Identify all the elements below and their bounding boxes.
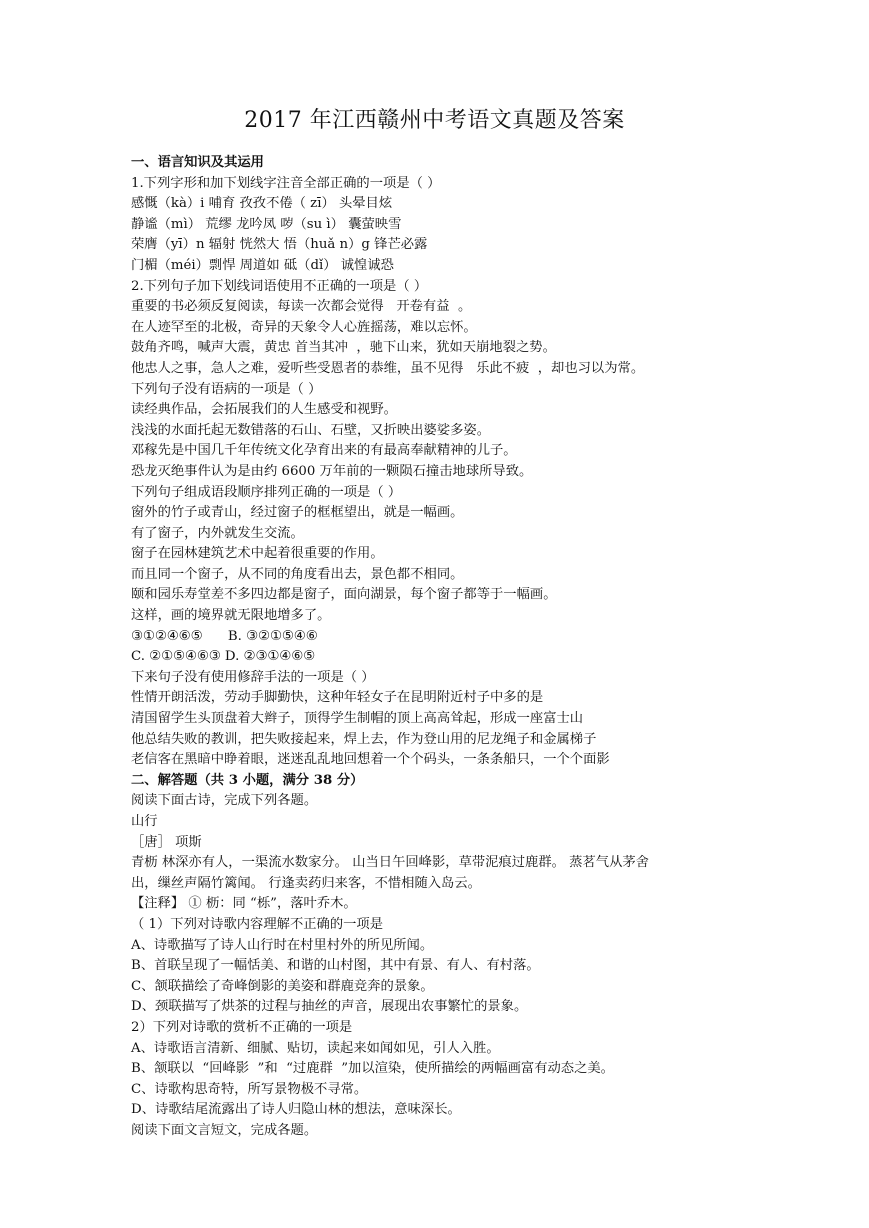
text-line: 下来句子没有使用修辞手法的一项是（ ） (131, 669, 375, 685)
text-line: 下列句子没有语病的一项是（ ） (131, 381, 322, 397)
text-line: 浅浅的水面托起无数错落的石山、石壁，又折映出婆娑多姿。 (131, 422, 491, 438)
text-line: 1.下列字形和加下划线字注音全部正确的一项是（ ） (131, 175, 441, 191)
text-line: 【注释】 ① 枥：同 “栎”，落叶乔木。 (131, 896, 357, 912)
text-line: 鼓角齐鸣，喊声大震，黄忠 首当其冲 ，驰下山来，犹如天崩地裂之势。 (131, 340, 556, 356)
text-line: 他总结失败的教训，把失败接起来，焊上去，作为登山用的尼龙绳子和金属梯子 (131, 731, 597, 747)
text-line: 在人迹罕至的北极，奇异的天象令人心旌摇荡，难以忘怀。 (131, 319, 477, 335)
text-line: 邓稼先是中国几千年传统文化孕育出来的有最高奉献精神的儿子。 (131, 443, 517, 459)
text-line: 性情开朗活泼，劳动手脚勤快，这种年轻女子在昆明附近村子中多的是 (131, 690, 544, 706)
text-line: ［唐］ 项斯 (131, 834, 202, 850)
text-line: 而且同一个窗子，从不同的角度看出去，景色都不相同。 (131, 566, 464, 582)
text-line: 有了窗子，内外就发生交流。 (131, 525, 304, 541)
text-line: 感慨（kà）i 哺育 孜孜不倦（ zī） 头晕目炫 (131, 196, 393, 212)
text-line: 窗外的竹子或青山，经过窗子的框框望出，就是一幅画。 (131, 505, 464, 521)
text-line: （ 1）下列对诗歌内容理解不正确的一项是 (131, 916, 384, 932)
text-line: B、颔联以 “回峰影 ”和 “过鹿群 ”加以渲染，使所描绘的两幅画富有动态之美。 (131, 1061, 614, 1077)
text-line: C、诗歌构思奇特，所写景物极不寻常。 (131, 1081, 368, 1097)
text-line: B、首联呈现了一幅恬美、和谐的山村图，其中有景、有人、有村落。 (131, 958, 540, 974)
text-line: D、诗歌结尾流露出了诗人归隐山林的想法，意味深长。 (131, 1102, 461, 1118)
text-line: 恐龙灭绝事件认为是由约 6600 万年前的一颗陨石撞击地球所导致。 (131, 463, 533, 479)
section-heading: 二、解答题（共 3 小题，满分 38 分） (131, 772, 364, 788)
text-line: 窗子在园林建筑艺术中起着很重要的作用。 (131, 546, 384, 562)
document-body (131, 153, 771, 1142)
text-line: 阅读下面古诗，完成下列各题。 (131, 793, 318, 809)
text-line: 2.下列句子加下划线词语使用不正确的一项是（ ） (131, 278, 428, 294)
text-line: 颐和园乐寿堂差不多四边都是窗子，面向湖景，每个窗子都等于一幅画。 (131, 587, 557, 603)
text-line: 这样，画的境界就无限地增多了。 (131, 608, 331, 624)
text-line: D、颈联描写了烘茶的过程与抽丝的声音，展现出农事繁忙的景象。 (131, 999, 528, 1015)
text-line: 出，缫丝声隔竹篱闻。 行逢卖药归来客，不惜相随入岛云。 (131, 875, 481, 891)
text-line: 重要的书必须反复阅读，每读一次都会觉得 开卷有益 。 (131, 299, 472, 315)
text-line: C. ②①⑤④⑥③ D. ②③①④⑥⑤ (131, 649, 316, 665)
text-line: A、诗歌语言清新、细腻、贴切，读起来如闻如见，引人入胜。 (131, 1040, 500, 1056)
text-line: 清国留学生头顶盘着大辫子，顶得学生制帽的顶上高高耸起，形成一座富士山 (131, 711, 584, 727)
text-line: 他忠人之事，急人之难，爱听些受恩者的恭维，虽不见得 乐此不疲 ，却也习以为常。 (131, 360, 645, 376)
text-line: C、颔联描绘了奇峰倒影的美姿和群鹿竞奔的景象。 (131, 978, 434, 994)
page-title: 2017 年江西赣州中考语文真题及答案 (244, 108, 625, 133)
text-line: ③①②④⑥⑤ B. ③②①⑤④⑥ (131, 628, 318, 644)
text-line: 青枥 林深亦有人，一渠流水数家分。 山当日午回峰影，草带泥痕过鹿群。 蒸茗气从茅舍 (131, 855, 649, 871)
text-line: 下列句子组成语段顺序排列正确的一项是（ ） (131, 484, 402, 500)
text-line: 静谧（mì） 荒缪 龙吟凤 哕（su ì） 囊萤映雪 (131, 216, 402, 232)
text-line: 读经典作品，会拓展我们的人生感受和视野。 (131, 402, 397, 418)
text-line: 2）下列对诗歌的赏析不正确的一项是 (131, 1019, 353, 1035)
text-line: 荣膺（yī）n 辐射 恍然大 悟（huǎ n）g 锋芒必露 (131, 237, 428, 253)
text-line: 门楣（méi）剽悍 周道如 砥（dǐ） 诚惶诚恐 (131, 257, 394, 273)
text-line: 阅读下面文言短文，完成各题。 (131, 1122, 318, 1138)
text-line: 老信客在黑暗中睁着眼，迷迷乱乱地回想着一个个码头，一条条船只，一个个面影 (131, 752, 610, 768)
section-heading: 一、语言知识及其运用 (131, 155, 264, 170)
text-line: 山行 (131, 814, 158, 829)
text-line: A、诗歌描写了诗人山行时在村里村外的所见所闻。 (131, 937, 434, 953)
